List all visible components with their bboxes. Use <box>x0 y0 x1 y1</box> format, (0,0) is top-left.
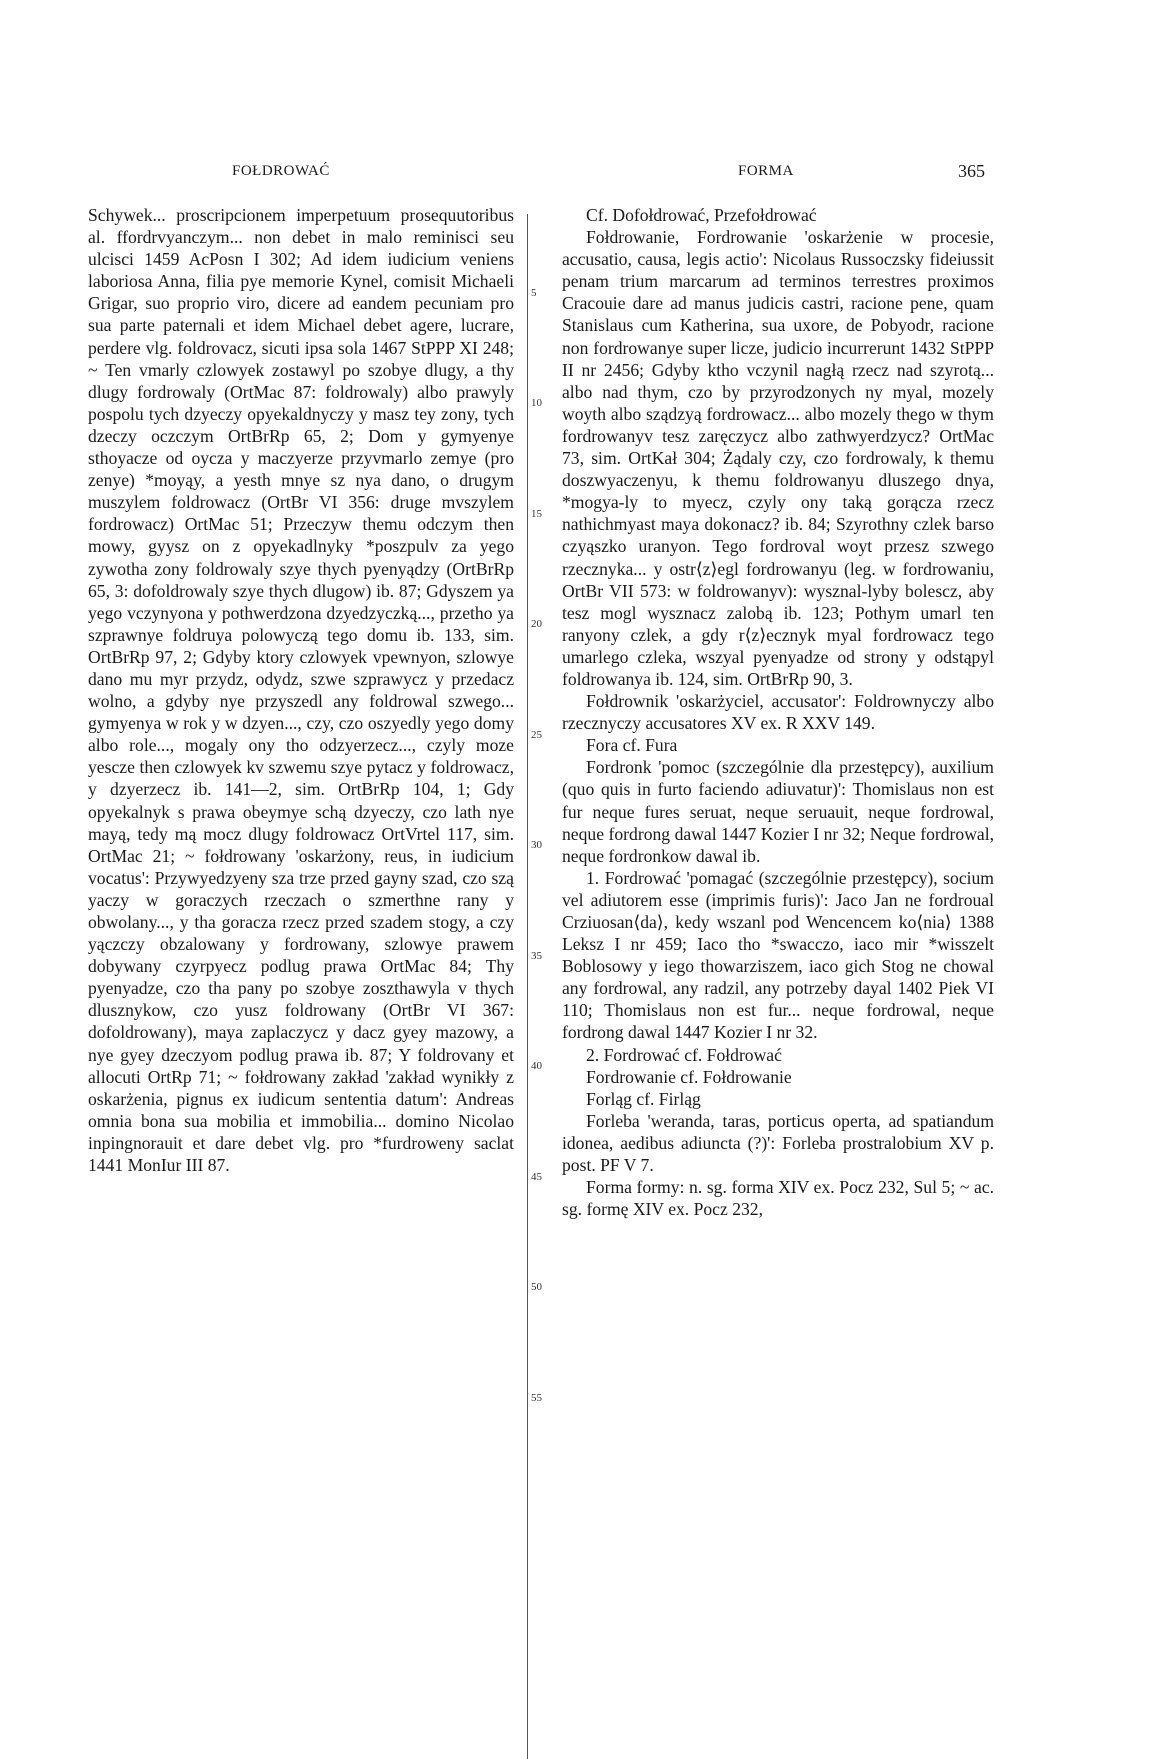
page-number: 365 <box>958 161 985 181</box>
entry-fordrowac-2: 2. Fordrować cf. Fołdrować <box>586 1044 782 1065</box>
entry-foldrowanie: Fołdrowanie, Fordrowanie 'oskarżenie w procesie, accusatio, causa, legis actio': Nicolaus Russoczsky fideiussit penam trium marcarum ad terminos terrestres proximos Cracouie dare ad manus judicis castri, racione pene, quam Stanislaus cum Katherina, sua uxore, de Pobyodr, racione non fordrowanye super licze, judicio incurrerunt 1432 StPPP II nr 2456; Gdyby ktho vczynil nagłą rzecz nad szyrotą... albo nad thym, czo by przyrodzonych ny myal, mozely woyth albo sządzyą fordrowacz... albo mozely thego w thym fordrowanyv tesz zaręczycz albo zathwyerdzycz? OrtMac 73, sim. OrtKał 304; Żądaly czy, czo fordrowaly, k themu doszwyaczenyu, k themu foldrowanyu dluszego dnya, *mogya-ly to myecz, czyly ony taką gorącza rzecz nathichmyast maya dokonacz? ib. 84; Szyrothny czlek barso czyąszko uranyon. Tego fordroval woyt przesz szwego rzecznyka... y ostr⟨z⟩egl fordrowanyu (leg. w fordrowaniu, OrtBr VII 573: w foldrowanyv): wysznal-lyby bolescz, aby tesz mogl wysznacz zalobą ib. 123; Pothym umarl ten ranyony czlek, a gdy r⟨z⟩ecznyk myal fordrowacz tego umarlego czleka, wszyal pyenyadze od strony y odstąpyl foldrowanya ib. 124, sim. OrtBrRp 90, 3. <box>562 227 994 689</box>
line-number: 40 <box>531 1060 542 1072</box>
column-divider <box>527 214 528 1759</box>
line-number: 35 <box>531 950 542 962</box>
entry-forleba: Forleba 'weranda, taras, porticus operta, ad spatiandum idonea, aedibus adiuncta (?)': Forleba prostralobium XV p. post. PF V 7. <box>562 1110 994 1176</box>
line-number: 45 <box>531 1171 542 1183</box>
line-number: 50 <box>531 1281 542 1293</box>
line-number: 30 <box>531 839 542 851</box>
entry-fordrowanie: Fordrowanie cf. Fołdrowanie <box>586 1066 792 1087</box>
left-column <box>88 204 514 1176</box>
line-number: 20 <box>531 618 542 630</box>
line-number: 55 <box>531 1392 542 1404</box>
line-number: 15 <box>531 508 542 520</box>
right-column <box>562 204 994 1220</box>
header-left-headword: FOŁDROWAĆ <box>232 163 330 179</box>
entry-fora: Fora cf. Fura <box>586 735 678 756</box>
entry-forlag: Forląg cf. Firląg <box>586 1088 701 1109</box>
line-number: 25 <box>531 729 542 741</box>
entry-crossref: Cf. Dofołdrować, Przefołdrować <box>586 205 817 225</box>
entry-fordronk: Fordronk 'pomoc (szczególnie dla przestępcy), auxilium (quo quis in furto faciendo adiuvatur)': Thomislaus non est fur neque fures seruat, neque seruauit, neque fordrowal, neque fordrong dawal 1447 Kozier I nr 32; Neque fordrowal, neque fordronkow dawal ib. <box>562 757 994 866</box>
header-right-headword: FORMA <box>738 163 794 179</box>
entry-foldrownik: Fołdrownik 'oskarżyciel, accusator': Foldrownyczy albo rzecznyczy accusatores XV ex. R XXV 149. <box>562 691 994 734</box>
running-header <box>0 163 1166 187</box>
line-number: 5 <box>531 287 537 299</box>
entry-forma: Forma formy: n. sg. forma XIV ex. Pocz 232, Sul 5; ~ ac. sg. formę XIV ex. Pocz 232, <box>562 1177 994 1220</box>
entry-fordrowac-1: 1. Fordrować 'pomagać (szczególnie przestępcy), socium vel adiutorem esse (imprimis furis)': Jaco Jan ne fordroual Crziuosan⟨da⟩, kedy wszanl pod Wencencem ko⟨nia⟩ 1388 Leksz I nr 459; Iaco tho *swacczo, iaco mir *wisszelt Boblosowy y iego thowarziszem, iaco gich Stog ne chowal any fordrowal, any radzil, any potrzeby dayal 1402 Piek VI 110; Thomislaus non est fur... neque fordrowal, neque fordrong dawal 1447 Kozier I nr 32. <box>562 867 994 1043</box>
left-column-text: Schywek... proscripcionem imperpetuum prosequutoribus al. ffordrvyanczym... non debet in malo reminisci seu ulcisci 1459 AcPosn I 302; Ad idem iudicium veniens laboriosa Anna, filia pye memorie Kynel, comisit Michaeli Grigar, suo proprio viro, dicere ad eandem pecuniam pro sua parte paternali et idem Michael debet agere, lucrare, perdere vlg. foldrovacz, sicuti ipsa sola 1467 StPPP XI 248; ~ Ten vmarly czlowyek zostawyl po szobye dlugy, a thy dlugy fordrowaly (OrtMac 87: foldrowaly) albo prawyly pospolu tych dzyeczy opyekaldnyczy y masz tey zony, tych dzeczy oczczym OrtBrRp 65, 2; Dom y gymyenye sthoyacze od oycza y maczyerze przyvmarlo zemye (pro zenye) *moyąy, a yesth mnye sz nya dano, o drugym muszylem foldrowacz (OrtBr VI 356: druge mvszylem fordrowacz) OrtMac 51; Przeczyw themu odczym then mowy, gyysz on z opyekadlnyky *poszpulv za yego zywotha zony foldrowaly szye thych pyenyądzy (OrtBrRp 65, 3: dofoldrowaly szye thych dlugow) ib. 87; Gdyszem ya yego vczynyona y pothwerdzona dzyedzyczką..., przetho ya szprawnye foldruya polowyczą tego domu ib. 133, sim. OrtBrRp 97, 2; Gdyby ktory czlowyek vpewnyon, szlowye dano mu myr przydz, odydz, szwe szprawycz y przedacz wolno, a gdyby nye przyszedl any foldrowal szwego... gymyenya w rok y w dzyen..., czy, czo oszyedly yego domy albo role..., mogaly ony tho odzyerzecz..., czyly moze yescze then czlowyek kv szwemu szye pytacz y foldrowacz, y dzyerzecz ib. 141—2, sim. OrtBrRp 104, 1; Gdy opyekalnyk s prawa obeymye schą dzyeczy, czo lath nye mayą, tedy mą mocz dlugy foldrowacz OrtVrtel 117, sim. OrtMac 21; ~ fołdrowany 'oskarżony, reus, in iudicium vocatus': Przywyedzyeny sza trze przed gayny szad, czo szą yaczy w goraczych rzeczach o szmerthne rany y obwolany..., y tha goracza rzecz przed szadem stogy, a czy yączczy obzalowany y fordrowany, szlowye prawem dobywany czyrpyecz podlug prawa OrtMac 84; Thy pyenyadze, czo tha pany po szobye zoszthawyla v thych dlusznykow, czo yusz foldrowany (OrtBr VI 367: dofoldrowany), maya zaplaczycz y dacz gyey mazowy, a nye gyey dzeczyom podlug prawa ib. 87; Y foldrovany et allocuti OrtRp 71; ~ fołdrowany zakład 'zakład wynikły z oskarżenia, pignus ex iudicum sententia datum': Andreas omnia bona sua mobilia et immobilia... domino Nicolao inpingnorauit et dare debet vlg. pro *furdroweny saclat 1441 MonIur III 87. <box>88 205 514 1176</box>
line-number: 10 <box>531 397 542 409</box>
